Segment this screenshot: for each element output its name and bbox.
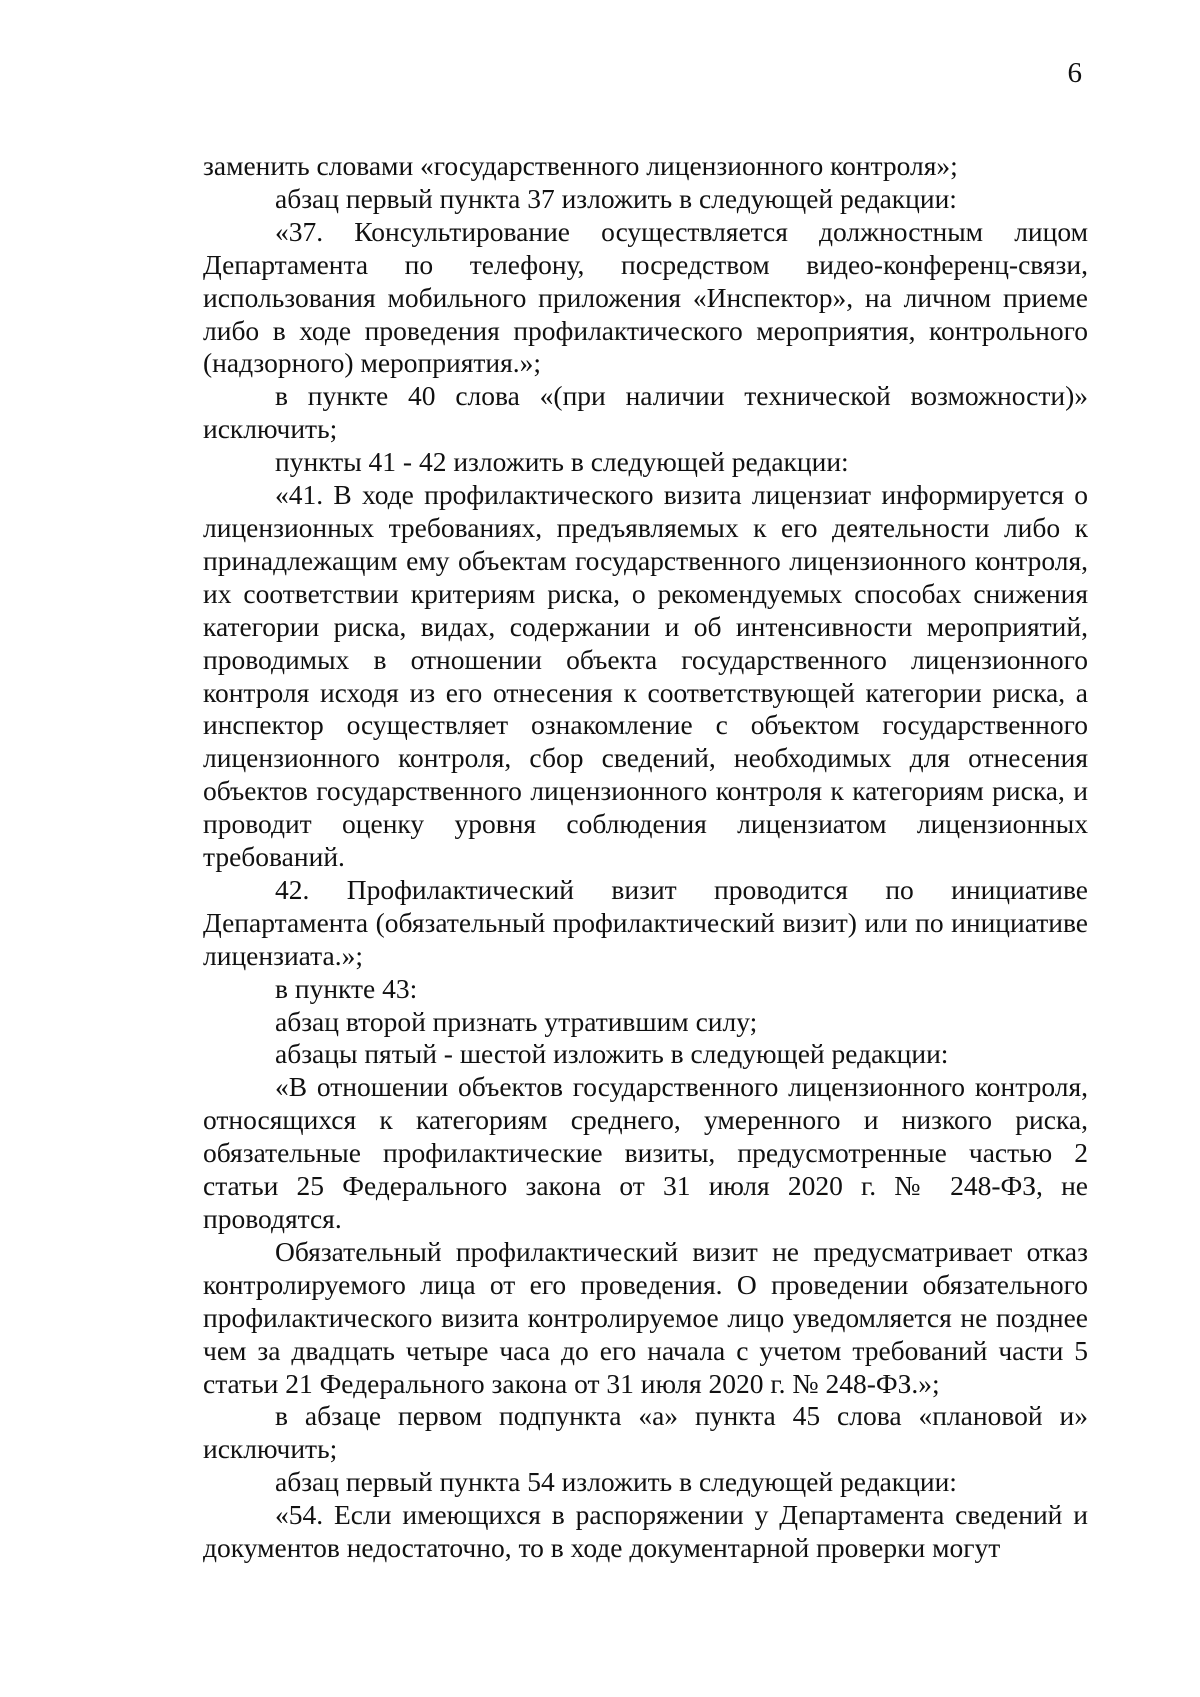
paragraph: в пункте 43:	[275, 972, 418, 1004]
paragraph: пункты 41 - 42 изложить в следующей редакции:	[275, 446, 849, 478]
paragraph: Обязательный профилактический визит не предусматривает отказ контролируемого лица от его проведения. О проведении обязательного профилактического визита контролируемое лицо уведомляется не позднее чем за двадцать четыре часа до его начала с учетом требований части 5 статьи 21 Федерального закона от 31 июля 2020 г. № 248-ФЗ.»;	[203, 1235, 1088, 1399]
paragraph: в абзаце первом подпункта «а» пункта 45 слова «плановой и» исключить;	[203, 1400, 1088, 1465]
paragraph: 42. Профилактический визит проводится по инициативе Департамента (обязательный профилактический визит) или по инициативе лицензиата.»;	[203, 873, 1088, 971]
paragraph: заменить словами «государственного лицензионного контроля»;	[203, 150, 958, 181]
paragraph: «В отношении объектов государственного лицензионного контроля, относящихся к категориям среднего, умеренного и низкого риска, обязательные профилактические визиты, предусмотренные частью 2 статьи 25 Федерального закона от 31 июля 2020 г. № 248-ФЗ, не проводятся.	[203, 1071, 1088, 1234]
page-number: 6	[1067, 57, 1082, 89]
paragraph: «54. Если имеющихся в распоряжении у Департамента сведений и документов недостаточно, то в ходе документарной проверки могут	[203, 1499, 1088, 1564]
paragraph: абзац первый пункта 37 изложить в следующей редакции:	[275, 182, 957, 214]
paragraph: в пункте 40 слова «(при наличии технической возможности)» исключить;	[203, 380, 1088, 445]
paragraph: «41. В ходе профилактического визита лицензиат информируется о лицензионных требованиях, предъявляемых к его деятельности либо к принадлежащим ему объектам государственного лицензионного контроля, их соответствии критериям риска, о рекомендуемых способах снижения категории риска, видах, содержании и об интенсивности мероприятий, проводимых в отношении объекта государственного лицензионного контроля исходя из его отнесения к соответствующей категории риска, а инспектор осуществляет ознакомление с объектом государственного лицензионного контроля, сбор сведений, необходимых для отнесения объектов государственного лицензионного контроля к категориям риска, и проводит оценку уровня соблюдения лицензиатом лицензионных требований.	[203, 479, 1088, 873]
paragraph: абзацы пятый - шестой изложить в следующей редакции:	[275, 1038, 949, 1070]
paragraph: абзац первый пункта 54 изложить в следующей редакции:	[275, 1466, 957, 1498]
paragraph: абзац второй признать утратившим силу;	[275, 1005, 758, 1037]
paragraph: «37. Консультирование осуществляется должностным лицом Департамента по телефону, посредством видео-конференц-связи, использования мобильного приложения «Инспектор», на личном приеме либо в ходе проведения профилактического мероприятия, контрольного (надзорного) мероприятия.»;	[203, 215, 1088, 379]
document-body	[203, 150, 1088, 1565]
